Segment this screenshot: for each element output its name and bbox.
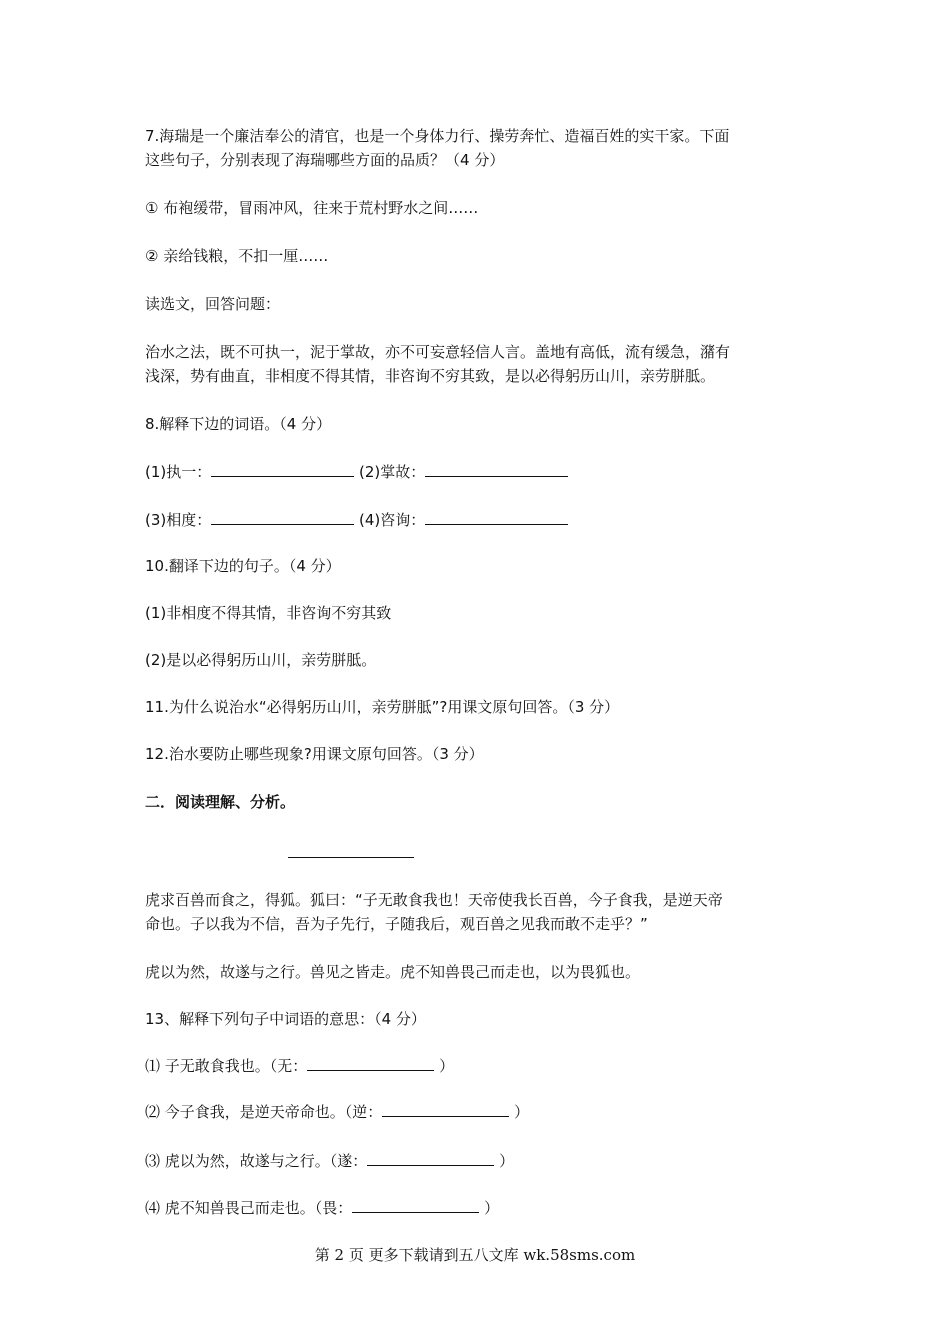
answer-blank[interactable] bbox=[211, 509, 354, 525]
answer-blank[interactable] bbox=[367, 1150, 494, 1166]
q13-item4-text: ⑷ 虎不知兽畏己而走也。（畏： bbox=[145, 1199, 353, 1217]
close-paren: ） bbox=[439, 1057, 455, 1075]
q7-item1: ① 布袍缓带，冒雨冲风，往来于荒村野水之间…… bbox=[145, 199, 479, 217]
answer-blank[interactable] bbox=[352, 1197, 479, 1213]
answer-blank[interactable] bbox=[307, 1055, 434, 1071]
q13-item2-text: ⑵ 今子食我，是逆天帝命也。（逆： bbox=[145, 1103, 383, 1121]
close-paren: ） bbox=[484, 1199, 500, 1217]
close-paren: ） bbox=[514, 1103, 530, 1121]
q13-item4 bbox=[145, 1196, 805, 1220]
q13-item3 bbox=[145, 1149, 805, 1173]
q10-title: 10.翻译下边的句子。（4 分） bbox=[145, 557, 341, 575]
q10-sentence2: (2)是以必得躬历山川，亲劳胼胝。 bbox=[145, 651, 377, 669]
q7-line1: 7.海瑞是一个廉洁奉公的清官，也是一个身体力行、操劳奔忙、造福百姓的实干家。下面 bbox=[145, 127, 730, 145]
q11: 11.为什么说治水“必得躬历山川，亲劳胼胝”?用课文原句回答。（3 分） bbox=[145, 698, 620, 716]
q13-title: 13、解释下列句子中词语的意思：（4 分） bbox=[145, 1010, 426, 1028]
q8-label-c: (3)相度： bbox=[145, 511, 212, 529]
q8-label-a: (1)执一： bbox=[145, 463, 212, 481]
close-paren: ） bbox=[499, 1152, 515, 1170]
q13-item1 bbox=[145, 1054, 805, 1078]
title-rule bbox=[288, 857, 414, 858]
story-line3: 虎以为然，故遂与之行。兽见之皆走。虎不知兽畏己而走也，以为畏狐也。 bbox=[145, 963, 641, 981]
q13-item1-text: ⑴ 子无敢食我也。（无： bbox=[145, 1057, 308, 1075]
q13-item2 bbox=[145, 1100, 805, 1124]
q8-label-b: (2)掌故： bbox=[359, 463, 426, 481]
section-heading: 二．阅读理解、分析。 bbox=[145, 793, 296, 811]
q12: 12.治水要防止哪些现象?用课文原句回答。（3 分） bbox=[145, 745, 484, 763]
q8-label-d: (4)咨询： bbox=[359, 511, 426, 529]
answer-blank[interactable] bbox=[382, 1101, 509, 1117]
passage-line2: 浅深，势有曲直，非相度不得其情，非咨询不穷其致，是以必得躬历山川，亲劳胼胝。 bbox=[145, 367, 716, 385]
answer-blank[interactable] bbox=[211, 461, 354, 477]
q7-item2: ② 亲给钱粮，不扣一厘…… bbox=[145, 247, 329, 265]
page-footer: 第 2 页 更多下载请到五八文库 wk.58sms.com bbox=[314, 1246, 636, 1264]
q8-title: 8.解释下边的词语。（4 分） bbox=[145, 415, 332, 433]
q10-sentence1: (1)非相度不得其情，非咨询不穷其致 bbox=[145, 604, 392, 622]
q13-item3-text: ⑶ 虎以为然，故遂与之行。（遂： bbox=[145, 1152, 368, 1170]
reading-instruction: 读选文，回答问题： bbox=[145, 295, 281, 313]
q8-row1 bbox=[145, 460, 805, 484]
passage-line1: 治水之法，既不可执一，泥于掌故，亦不可妄意轻信人言。盖地有高低，流有缓急，潴有 bbox=[145, 343, 731, 361]
q7-line2: 这些句子，分别表现了海瑞哪些方面的品质？（4 分） bbox=[145, 151, 505, 169]
answer-blank[interactable] bbox=[425, 461, 568, 477]
q8-row2 bbox=[145, 508, 805, 532]
story-line2: 命也。子以我为不信，吾为子先行，子随我后，观百兽之见我而敢不走乎？” bbox=[145, 915, 648, 933]
answer-blank[interactable] bbox=[425, 509, 568, 525]
story-line1: 虎求百兽而食之，得狐。狐曰：“子无敢食我也！天帝使我长百兽，今子食我，是逆天帝 bbox=[145, 891, 723, 909]
